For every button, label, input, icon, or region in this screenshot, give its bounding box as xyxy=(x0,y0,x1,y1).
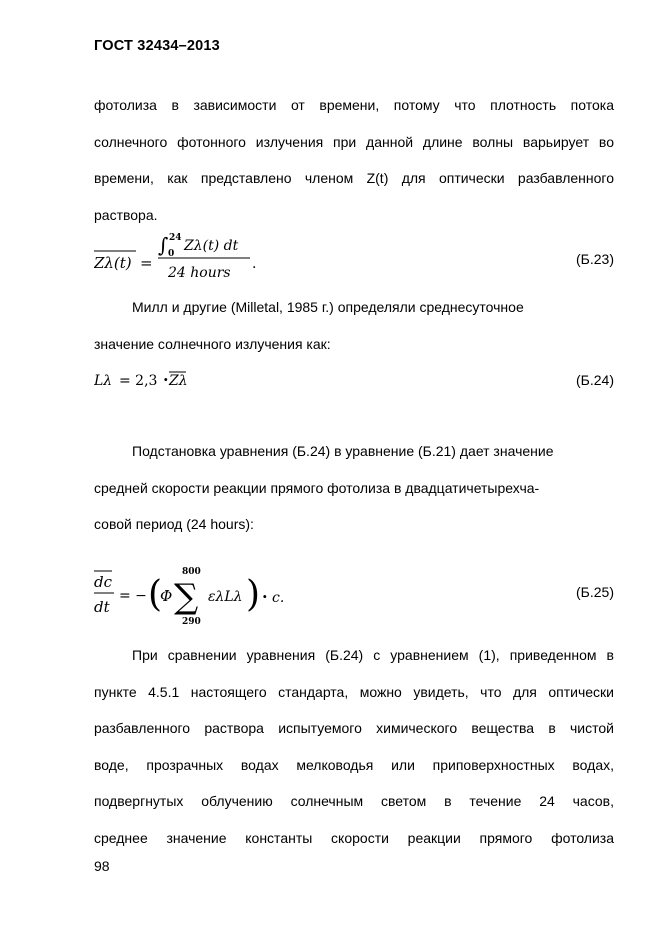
eq24-rhs: Zλ xyxy=(169,373,188,389)
text-line: совой период (24 hours): xyxy=(94,516,254,533)
text-line: пункте 4.5.1 настоящего стандарта, можно увидеть, что для оптически xyxy=(94,683,614,700)
text-line: средней скорости реакции прямого фотолиза в двадцатичетырехча- xyxy=(94,479,540,496)
equation-number-b25: (Б.25) xyxy=(576,584,614,600)
text-line: воде, прозрачных водах мелководья или приповерхностных водах, xyxy=(94,756,614,773)
text-line: разбавленного раствора испытуемого химического вещества в чистой xyxy=(94,720,614,737)
eq25-numerator: dc xyxy=(94,573,113,591)
text-line: солнечного фотонного излучения при данной длине волны варьирует во xyxy=(94,133,614,150)
text-line: При сравнении уравнения (Б.24) с уравнением (1), приведенном в xyxy=(132,647,614,663)
eq23-upper-limit: 24 xyxy=(169,233,182,243)
left-paren: ( xyxy=(148,574,163,615)
text-line: среднее значение константы скорости реакции прямого фотолиза xyxy=(94,829,614,846)
eq25-dot: · xyxy=(262,587,268,606)
eq25-upper-limit: 800 xyxy=(182,567,201,577)
eq25-equals: = − xyxy=(119,588,147,604)
equation-b25-graphic xyxy=(94,562,314,632)
eq23-lower-limit: 0 xyxy=(168,249,175,259)
equation-b24 xyxy=(94,364,244,394)
text-line: Милл и другие (Milletal, 1985 г.) определяли среднесуточное xyxy=(132,299,524,315)
paragraph-4 xyxy=(94,637,614,857)
equation-b25 xyxy=(94,562,314,632)
document-header: ГОСТ 32434–2013 xyxy=(94,38,220,54)
eq23-period: . xyxy=(252,256,257,272)
right-paren: ) xyxy=(246,574,261,615)
eq23-lhs: Zλ(t) xyxy=(94,254,132,272)
equation-b23 xyxy=(94,226,354,286)
eq24-equals: = 2,3 xyxy=(119,373,158,389)
equation-number-b24: (Б.24) xyxy=(576,372,614,388)
paragraph-1 xyxy=(94,87,614,233)
eq24-dot: · xyxy=(163,370,169,389)
text-line: времени, как представлено членом Z(t) для оптически разбавленного xyxy=(94,170,614,187)
paragraph-3 xyxy=(94,433,614,543)
eq24-lhs: Lλ xyxy=(94,373,113,389)
eq23-denominator: 24 hours xyxy=(168,265,231,281)
equation-b23-graphic xyxy=(94,226,354,286)
eq25-c: c. xyxy=(272,590,285,606)
equation-number-b23: (Б.23) xyxy=(576,251,614,267)
paragraph-2 xyxy=(94,289,614,362)
text-line: фотолиза в зависимости от времени, потому что плотность потока xyxy=(94,97,614,113)
text-line: раствора. xyxy=(94,206,158,223)
page-number: 98 xyxy=(94,858,110,874)
text-line: подвергнутых облучению солнечным светом в течение 24 часов, xyxy=(94,793,614,810)
eq23-integrand: Zλ(t) dt xyxy=(184,238,239,254)
eq25-phi: Φ xyxy=(160,587,173,605)
eq23-equals: = xyxy=(140,254,153,272)
integral-sign: ∫ xyxy=(158,233,169,257)
sum-sign: ∑ xyxy=(174,577,199,617)
eq25-term: ελLλ xyxy=(208,589,243,605)
eq25-denominator: dt xyxy=(94,598,110,616)
text-line: Подстановка уравнения (Б.24) в уравнение (Б.21) дает значение xyxy=(132,443,554,459)
text-line: значение солнечного излучения как: xyxy=(94,335,331,352)
equation-b24-graphic xyxy=(94,364,244,394)
eq25-lower-limit: 290 xyxy=(182,617,201,627)
